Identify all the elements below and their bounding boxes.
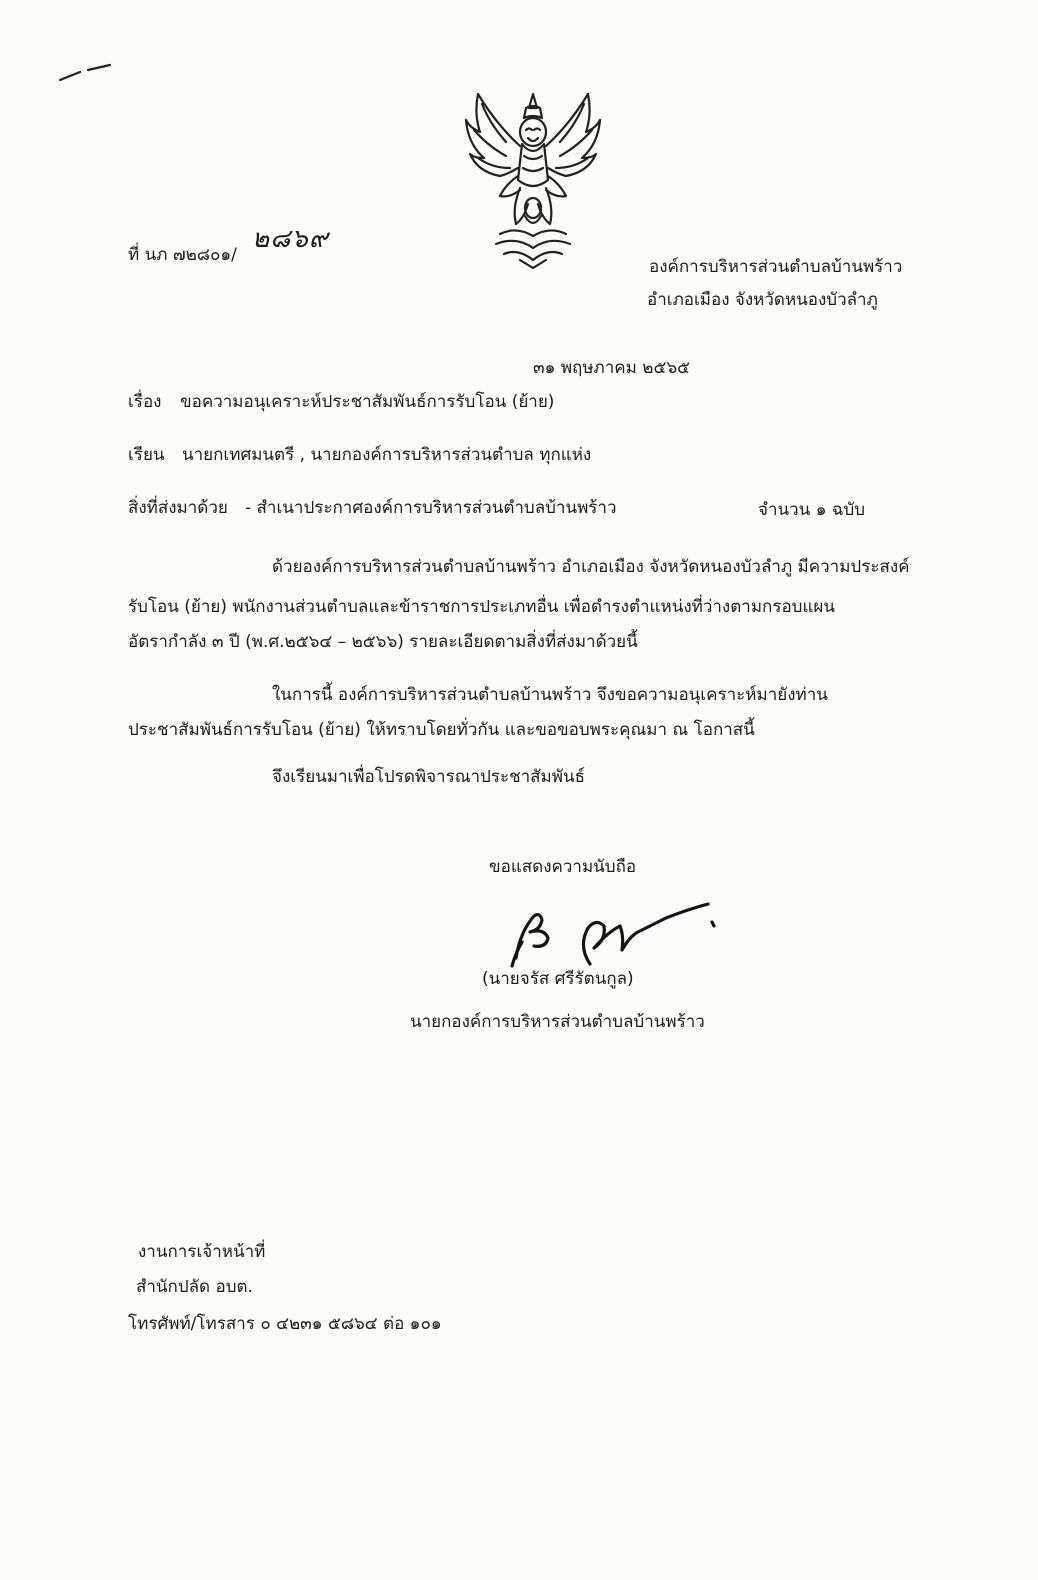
paragraph-1-line-1: ด้วยองค์การบริหารส่วนตำบลบ้านพร้าว อำเภอเมือง จังหวัดหนองบัวลำภู มีความประสงค์ [272,557,910,577]
enclosure-text: - สำเนาประกาศองค์การบริหารส่วนตำบลบ้านพร้าว [245,498,617,518]
enclosure-label: สิ่งที่ส่งมาด้วย [128,498,228,518]
enclosure-count: จำนวน ๑ ฉบับ [758,500,866,520]
subject-text: ขอความอนุเคราะห์ประชาสัมพันธ์การรับโอน (ย้าย) [180,392,555,412]
closing-request: จึงเรียนมาเพื่อโปรดพิจารณาประชาสัมพันธ์ [272,767,585,787]
footer-department: งานการเจ้าหน้าที่ [138,1242,266,1262]
signer-name: (นายจรัส ศรีรัตนกูล) [482,969,634,989]
sender-org: องค์การบริหารส่วนตำบลบ้านพร้าว [649,257,903,277]
footer-phone: โทรศัพท์/โทรสาร ๐ ๔๒๓๑ ๕๘๖๔ ต่อ ๑๐๑ [128,1314,442,1334]
reference-number-handwritten: ๒๘๖๙ [252,224,329,254]
letter-date: ๓๑ พฤษภาคม ๒๕๖๕ [533,358,690,378]
footer-office: สำนักปลัด อบต. [136,1277,253,1297]
sender-address: อำเภอเมือง จังหวัดหนองบัวลำภู [647,290,878,310]
subject-label: เรื่อง [128,392,162,412]
paragraph-2-line-1: ในการนี้ องค์การบริหารส่วนตำบลบ้านพร้าว จึงขอความอนุเคราะห์มายังท่าน [272,685,828,705]
signer-title: นายกองค์การบริหารส่วนตำบลบ้านพร้าว [410,1012,705,1032]
pen-mark [58,62,118,84]
closing-salutation: ขอแสดงความนับถือ [489,857,637,877]
paragraph-2-line-2: ประชาสัมพันธ์การรับโอน (ย้าย) ให้ทราบโดยทั่วกัน และขอขอบพระคุณมา ณ โอกาสนี้ [128,720,755,740]
garuda-emblem-icon [460,84,606,270]
signature-icon [500,892,730,974]
to-label: เรียน [128,445,165,465]
reference-prefix: ที่ นภ ๗๒๘๐๑/ [128,245,237,265]
to-text: นายกเทศมนตรี , นายกองค์การบริหารส่วนตำบล ทุกแห่ง [182,445,592,465]
paragraph-1-line-2: รับโอน (ย้าย) พนักงานส่วนตำบลและข้าราชการประเภทอื่น เพื่อดำรงตำแหน่งที่ว่างตามกรอบแผน [128,597,835,617]
paragraph-1-line-3: อัตรากำลัง ๓ ปี (พ.ศ.๒๕๖๔ – ๒๕๖๖) รายละเอียดตามสิ่งที่ส่งมาด้วยนี้ [128,632,638,652]
